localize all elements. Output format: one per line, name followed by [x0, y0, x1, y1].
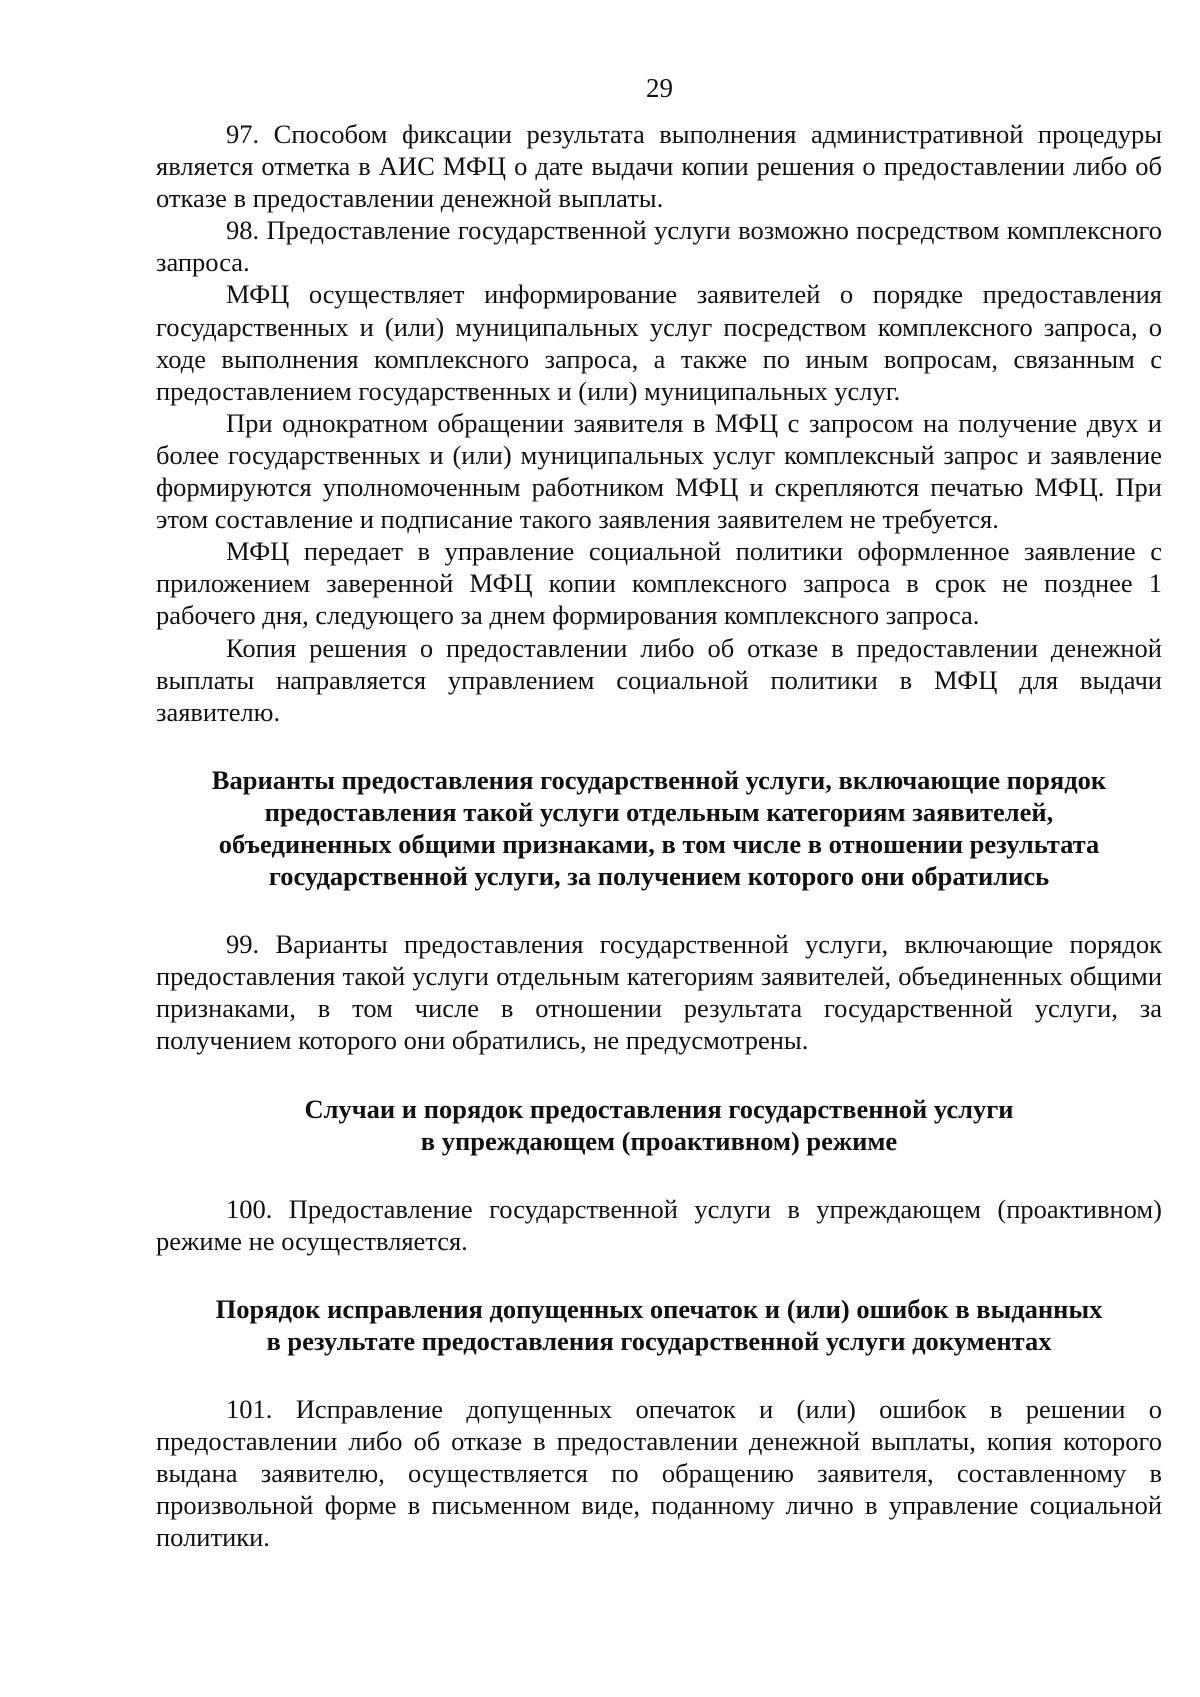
section-heading-proactive: [156, 1093, 1162, 1157]
section-heading-corrections-line1: Порядок исправления допущенных опечаток и (или) ошибок в выданных: [215, 1293, 1103, 1324]
paragraph-97: 97. Способом фиксации результата выполнения административной процедуры является отметка в АИС МФЦ о дате выдачи копии решения о предоставлении либо об отказе в предоставлении денежной выплаты.: [156, 119, 1162, 214]
paragraph-single-request: При однократном обращении заявителя в МФЦ с запросом на получение двух и более государственных и (или) муниципальных услуг комплексный запрос и заявление формируются уполномоченным работником МФЦ и скрепляются печатью МФЦ. При этом составление и подписание такого заявления заявителем не требуется.: [156, 407, 1162, 535]
section-heading-corrections-line2: в результате предоставления государственной услуги документах: [266, 1326, 1052, 1356]
paragraph-101: 101. Исправление допущенных опечаток и (или) ошибок в решении о предоставлении либо об отказе в предоставлении денежной выплаты, копия которого выдана заявителю, осуществляется по обращению заявителя, составленному в произвольной форме в письменном виде, поданному лично в управление социальной политики.: [156, 1394, 1162, 1553]
paragraph-mfc-transfer: МФЦ передает в управление социальной политики оформленное заявление с приложением заверенной МФЦ копии комплексного запроса в срок не позднее 1 рабочего дня, следующего за днем формирования комплексного запроса.: [156, 536, 1162, 631]
paragraph-decision-copy: Копия решения о предоставлении либо об отказе в предоставлении денежной выплаты направляется управлением социальной политики в МФЦ для выдачи заявителю.: [156, 632, 1162, 727]
section-heading-proactive-line2: в упреждающем (проактивном) режиме: [420, 1125, 898, 1156]
paragraph-99: 99. Варианты предоставления государственной услуги, включающие порядок предоставления такой услуги отдельным категориям заявителей, объединенных общими признаками, в том числе в отношении результата государственной услуги, за получением которого они обратились, не предусмотрены.: [156, 929, 1162, 1056]
page-number: 29: [646, 73, 673, 103]
paragraph-98: 98. Предоставление государственной услуги возможно посредством комплексного запроса.: [156, 215, 1162, 278]
paragraph-100: 100. Предоставление государственной услуги в упреждающем (проактивном) режиме не осуществляется.: [156, 1193, 1162, 1256]
section-heading-proactive-line1: Случаи и порядок предоставления государственной услуги: [304, 1093, 1014, 1124]
document-page: [156, 70, 1162, 1554]
section-heading-corrections: [156, 1293, 1162, 1357]
section-heading-variants: Варианты предоставления государственной услуги, включающие порядок предоставления такой услуги отдельным категориям заявителей, объединенных общими признаками, в том числе в отношении результата государственной услуги, за получением которого они обратились: [211, 764, 1107, 892]
paragraph-mfc-informing: МФЦ осуществляет информирование заявителей о порядке предоставления государственных и (или) муниципальных услуг посредством комплексного запроса, о ходе выполнения комплексного запроса, а также по иным вопросам, связанным с предоставлением государственных и (или) муниципальных услуг.: [156, 279, 1162, 406]
